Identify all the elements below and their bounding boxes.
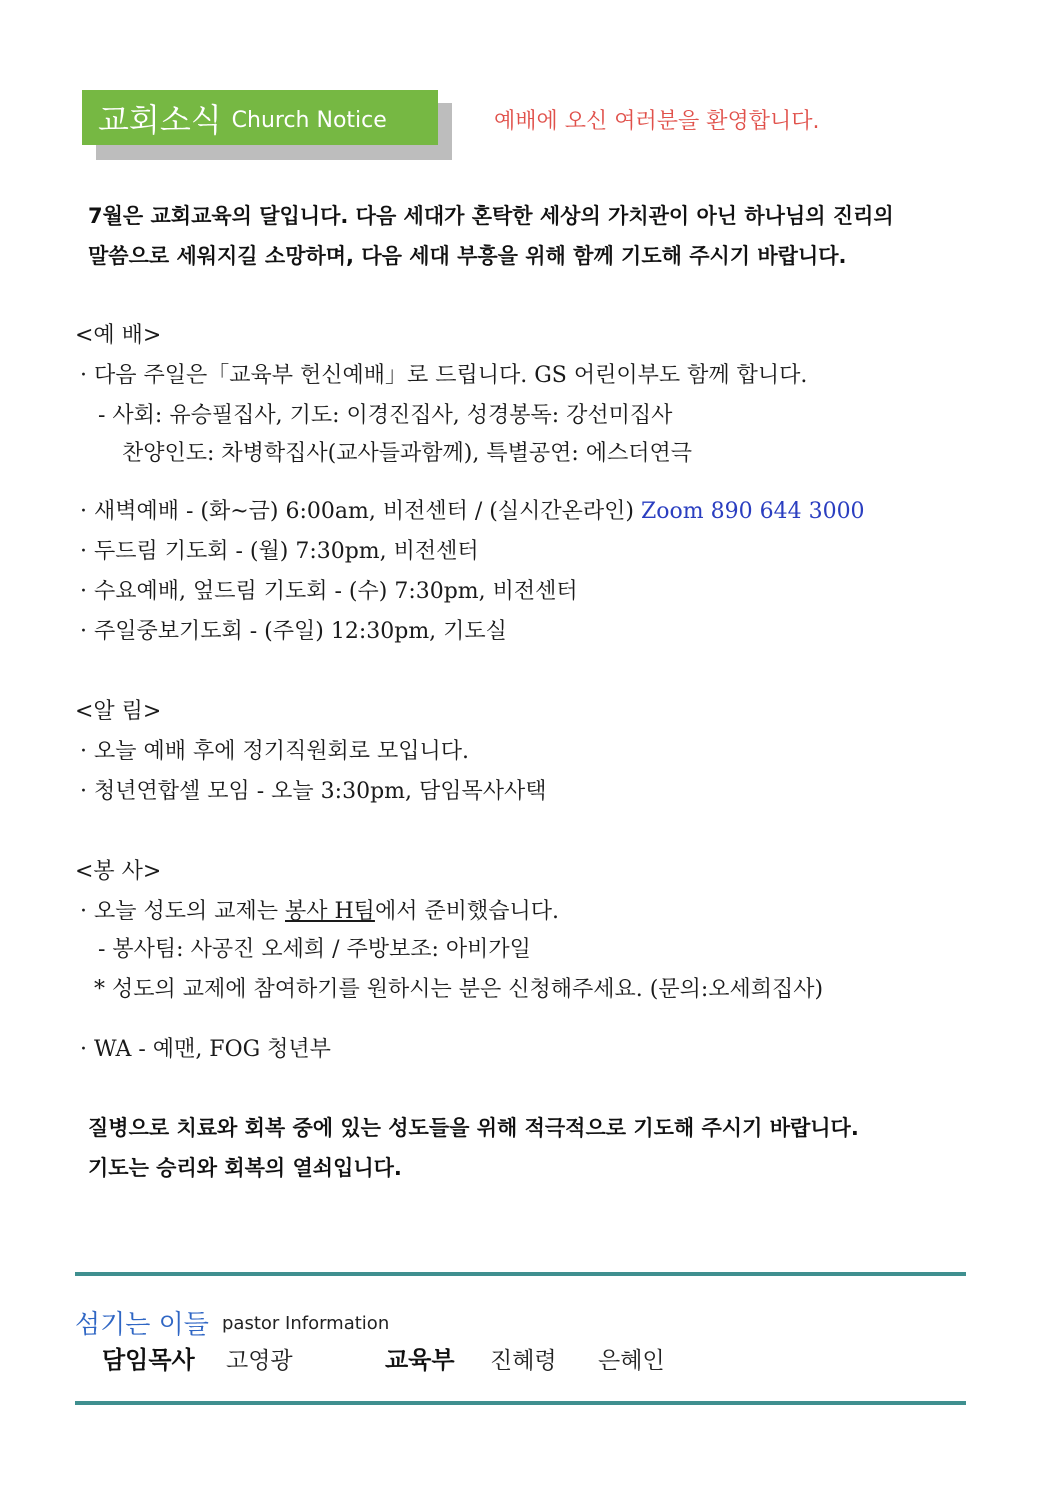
fellowship-text-post: 에서 준비했습니다.	[374, 899, 559, 924]
service-team-name: 봉사 H팀	[285, 899, 375, 924]
zoom-info: Zoom 890 644 3000	[640, 499, 865, 524]
section-title-box	[82, 90, 438, 145]
divider-bottom	[75, 1401, 966, 1405]
notice-heading: <알 림>	[75, 699, 162, 724]
worship-item-intercession: · 주일중보기도회 - (주일) 12:30pm, 기도실	[80, 619, 507, 644]
divider-top	[75, 1272, 966, 1276]
fellowship-text-pre: · 오늘 성도의 교제는	[80, 899, 278, 924]
worship-item-dawn	[80, 494, 865, 525]
service-signup-note: * 성도의 교제에 참여하기를 원하시는 분은 신청해주세요. (문의:오세희집사)	[94, 977, 824, 1002]
service-item-wa: · WA - 예맨, FOG 청년부	[80, 1037, 331, 1062]
dawn-text: · 새벽예배 - (화~금) 6:00am, 비전센터 / (실시간온라인)	[80, 499, 634, 524]
worship-item-wednesday: · 수요예배, 엎드림 기도회 - (수) 7:30pm, 비전센터	[80, 579, 578, 604]
worship-item-roles: - 사회: 유승필집사, 기도: 이경진집사, 성경봉독: 강선미집사	[98, 403, 673, 428]
service-team-list: - 봉사팀: 사공진 오세희 / 주방보조: 아비가일	[98, 937, 531, 962]
worship-item-doodream: · 두드림 기도회 - (월) 7:30pm, 비전센터	[80, 539, 479, 564]
senior-pastor-name: 고영광	[226, 1348, 293, 1374]
title-korean: 교회소식	[98, 100, 222, 139]
intro-line-1: 7월은 교회교육의 달입니다. 다음 세대가 혼탁한 세상의 가치관이 아닌 하나님의 진리의	[88, 204, 894, 228]
servers-title: 섬기는 이들	[75, 1310, 209, 1340]
prayer-line-2: 기도는 승리와 회복의 열쇠입니다.	[88, 1156, 402, 1180]
worship-item-education-service: · 다음 주일은「교육부 헌신예배」로 드립니다. GS 어린이부도 함께 합니다.	[80, 363, 808, 388]
education-role: 교육부	[385, 1346, 455, 1374]
service-item-fellowship	[80, 894, 559, 925]
intro-line-2: 말씀으로 세워지길 소망하며, 다음 세대 부흥을 위해 함께 기도해 주시기 바랍니다.	[88, 244, 847, 268]
worship-heading: <예 배>	[75, 323, 162, 348]
notice-item-staff-meeting: · 오늘 예배 후에 정기직원회로 모입니다.	[80, 739, 469, 764]
welcome-message: 예배에 오신 여러분을 환영합니다.	[494, 109, 820, 134]
prayer-line-1: 질병으로 치료와 회복 중에 있는 성도들을 위해 적극적으로 기도해 주시기 바랍니다.	[88, 1116, 859, 1140]
service-heading: <봉 사>	[75, 859, 162, 884]
title-english: Church Notice	[231, 108, 387, 133]
servers-subtitle: pastor Information	[222, 1313, 390, 1334]
education-name-1: 진혜령	[490, 1348, 557, 1374]
notice-item-youth-cell: · 청년연합셀 모임 - 오늘 3:30pm, 담임목사사택	[80, 779, 547, 804]
worship-item-roles-2: 찬양인도: 차병학집사(교사들과함께), 특별공연: 에스더연극	[122, 441, 693, 466]
senior-pastor-role: 담임목사	[102, 1346, 195, 1374]
education-name-2: 은혜인	[598, 1348, 665, 1374]
